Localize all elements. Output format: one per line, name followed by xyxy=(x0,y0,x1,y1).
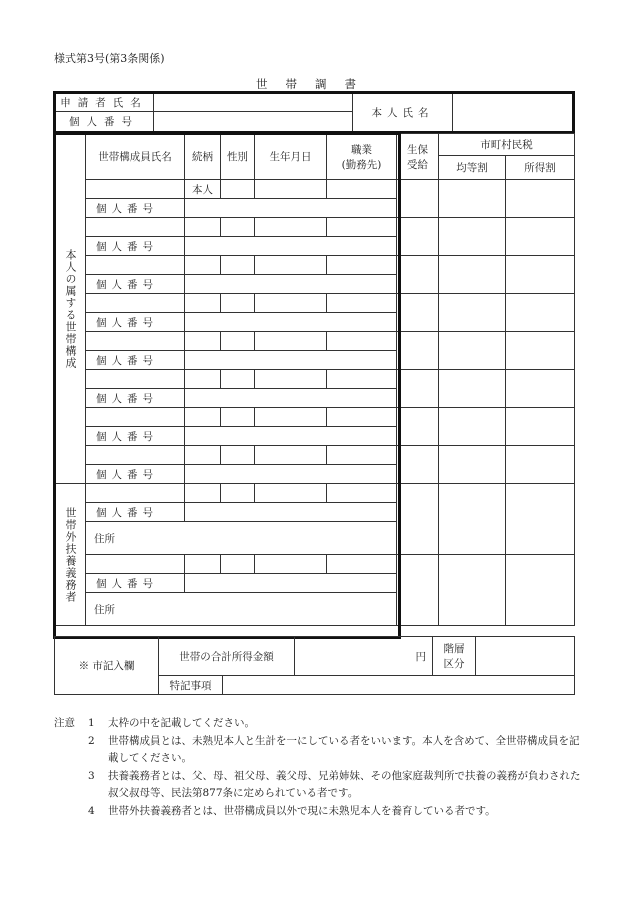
tax-flat-header: 均等割 xyxy=(439,156,506,180)
list-item: 3 扶養義務者とは、父、母、祖父母、義父母、兄弟姉妹、その他家庭裁判所で扶養の義務が負わされた叔父叔母等、民法第877条に定められている者です。 xyxy=(88,769,581,799)
total-income-label: 世帯の合計所得金額 xyxy=(159,637,295,676)
welfare-header: 生保 受給 xyxy=(397,134,439,180)
personal-number-label: 個人番号 xyxy=(86,275,185,294)
applicant-name-label: 申請者氏名 xyxy=(55,93,154,112)
list-item: 4 世帯外扶養義務者とは、世帯構成員以外で現に未熟児本人を養育している者です。 xyxy=(88,804,496,817)
table-row xyxy=(55,256,575,275)
outside-section-label: 世帯外扶養義務者 xyxy=(55,484,86,626)
list-item: 注意 1 太枠の中を記載してください。 xyxy=(54,715,584,733)
personal-number-label: 個人番号 xyxy=(86,351,185,370)
tax-header: 市町村民税 xyxy=(439,134,575,156)
applicant-number-label: 個人番号 xyxy=(55,112,154,132)
personal-number-label: 個人番号 xyxy=(86,313,185,332)
personal-number-label: 個人番号 xyxy=(86,503,185,522)
remarks-field[interactable] xyxy=(223,676,575,695)
table-row xyxy=(55,332,575,351)
self-relation: 本人 xyxy=(185,180,221,199)
applicant-number-field[interactable] xyxy=(154,112,353,132)
total-income-field[interactable] xyxy=(295,637,433,676)
office-label: ※ 市記入欄 xyxy=(55,637,159,695)
birthdate-header: 生年月日 xyxy=(255,134,327,180)
table-row xyxy=(55,484,575,503)
personal-number-label: 個人番号 xyxy=(86,237,185,256)
notes xyxy=(54,715,584,820)
table-row xyxy=(55,408,575,427)
tax-income-header: 所得割 xyxy=(506,156,575,180)
address-field[interactable] xyxy=(86,593,397,626)
notes-head: 注意 xyxy=(54,717,75,729)
table-row xyxy=(55,446,575,465)
table-row xyxy=(55,370,575,389)
personal-number-label: 個人番号 xyxy=(86,427,185,446)
self-name-label: 本人氏名 xyxy=(353,93,453,132)
personal-number-label: 個人番号 xyxy=(86,465,185,484)
address-label: 住所 xyxy=(94,603,115,616)
address-field[interactable] xyxy=(86,522,397,555)
table-row xyxy=(55,555,575,574)
household-table xyxy=(54,133,575,626)
self-name-field[interactable] xyxy=(453,93,575,132)
applicant-table xyxy=(54,92,575,132)
class-label: 階層 区分 xyxy=(433,637,476,676)
occupation-header: 職業 (勤務先) xyxy=(327,134,397,180)
personal-number-label: 個人番号 xyxy=(86,574,185,593)
class-field[interactable] xyxy=(476,637,575,676)
yen-unit: 円 xyxy=(415,650,426,663)
relation-header: 続柄 xyxy=(185,134,221,180)
list-item: 2 世帯構成員とは、未熟児本人と生計を一にしている者をいいます。本人を含めて、全世帯構成員を記載してください。 xyxy=(88,734,580,764)
office-table xyxy=(54,636,575,695)
personal-number-label: 個人番号 xyxy=(86,389,185,408)
address-label: 住所 xyxy=(94,532,115,545)
remarks-label: 特記事項 xyxy=(159,676,223,695)
table-row xyxy=(55,218,575,237)
table-row xyxy=(55,294,575,313)
form-number: 様式第3号(第3条関係) xyxy=(54,52,165,65)
page-title: 世帯調書 xyxy=(256,77,374,91)
member-name-header: 世帯構成員氏名 xyxy=(86,134,185,180)
personal-number-label: 個人番号 xyxy=(86,199,185,218)
household-section-label: 本人の属する世帯構成 xyxy=(55,134,86,484)
applicant-name-field[interactable] xyxy=(154,93,353,112)
gender-header: 性別 xyxy=(221,134,255,180)
table-row xyxy=(55,180,575,199)
